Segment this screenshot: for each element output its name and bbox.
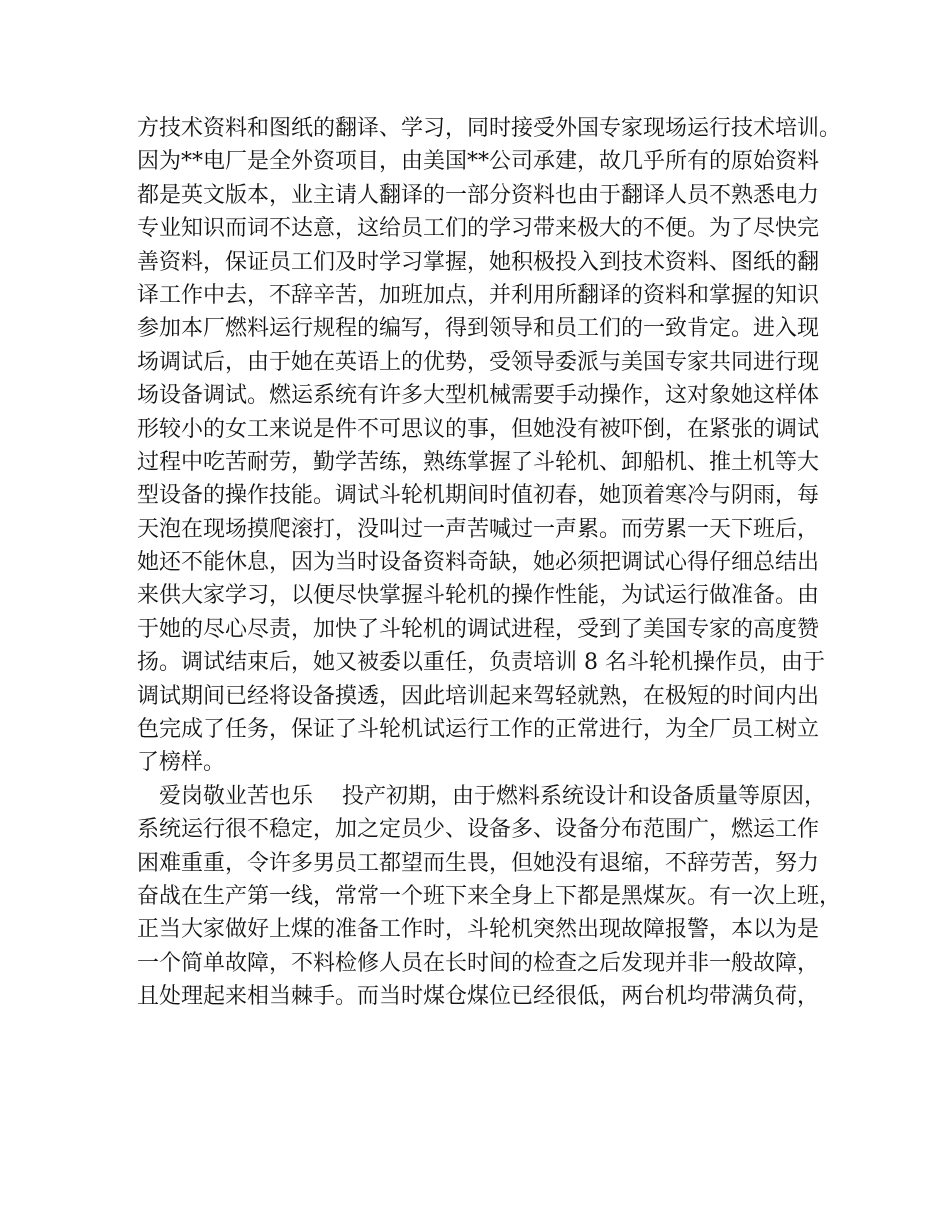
text-line: 因为**电厂是全外资项目，由美国**公司承建，故几乎所有的原始资料	[137, 149, 820, 175]
text-line: 系统运行很不稳定，加之定员少、设备多、设备分布范围广，燃运工作	[137, 817, 820, 843]
text-line: 奋战在生产第一线，常常一个班下来全身上下都是黑煤灰。有一次上班，	[137, 883, 842, 909]
text-line: 形较小的女工来说是件不可思议的事，但她没有被吓倒，在紧张的调试	[137, 416, 820, 442]
body-text	[137, 112, 842, 1014]
text-line: 色完成了任务，保证了斗轮机试运行工作的正常进行，为全厂员工树立	[137, 717, 820, 743]
text-line: 来供大家学习，以便尽快掌握斗轮机的操作性能，为试运行做准备。由	[137, 583, 820, 609]
text-line: 过程中吃苦耐劳，勤学苦练，熟练掌握了斗轮机、卸船机、推土机等大	[137, 449, 820, 475]
text-line: 正当大家做好上煤的准备工作时，斗轮机突然出现故障报警，本以为是	[137, 917, 820, 943]
text-line: 型设备的操作技能。调试斗轮机期间时值初春，她顶着寒冷与阴雨，每	[137, 483, 820, 509]
text-line: 了榜样。	[137, 750, 226, 776]
text-line: 天泡在现场摸爬滚打，没叫过一声苦喊过一声累。而劳累一天下班后，	[137, 516, 820, 542]
text-line: 一个简单故障，不料检修人员在长时间的检查之后发现并非一般故障，	[137, 950, 820, 976]
text-line: 场调试后，由于她在英语上的优势，受领导委派与美国专家共同进行现	[137, 349, 820, 375]
text-line: 场设备调试。燃运系统有许多大型机械需要手动操作，这对象她这样体	[137, 383, 820, 409]
text-line: 都是英文版本，业主请人翻译的一部分资料也由于翻译人员不熟悉电力	[137, 182, 820, 208]
text-line: 困难重重，令许多男员工都望而生畏，但她没有退缩，不辞劳苦，努力	[137, 850, 820, 876]
text-line: 且处理起来相当棘手。而当时煤仓煤位已经很低，两台机均带满负荷，	[137, 984, 820, 1010]
text-line: 参加本厂燃料运行规程的编写，得到领导和员工们的一致肯定。进入现	[137, 316, 820, 342]
text-line: 调试期间已经将设备摸透，因此培训起来驾轻就熟，在极短的时间内出	[137, 683, 820, 709]
text-line: 扬。调试结束后，她又被委以重任，负责培训 8 名斗轮机操作员，由于	[137, 650, 825, 676]
text-line: 专业知识而词不达意，这给员工们的学习带来极大的不便。为了尽快完	[137, 216, 820, 242]
text-line: 善资料，保证员工们及时学习掌握，她积极投入到技术资料、图纸的翻	[137, 249, 820, 275]
text-line: 于她的尽心尽责，加快了斗轮机的调试进程，受到了美国专家的高度赞	[137, 616, 820, 642]
text-line: 方技术资料和图纸的翻译、学习，同时接受外国专家现场运行技术培训。	[137, 116, 842, 141]
text-line: 爱岗敬业苦也乐 投产初期，由于燃料系统设计和设备质量等原因，	[137, 783, 826, 809]
text-line: 译工作中去，不辞辛苦，加班加点，并利用所翻译的资料和掌握的知识	[137, 282, 820, 308]
text-line: 她还不能休息，因为当时设备资料奇缺，她必须把调试心得仔细总结出	[137, 550, 820, 576]
